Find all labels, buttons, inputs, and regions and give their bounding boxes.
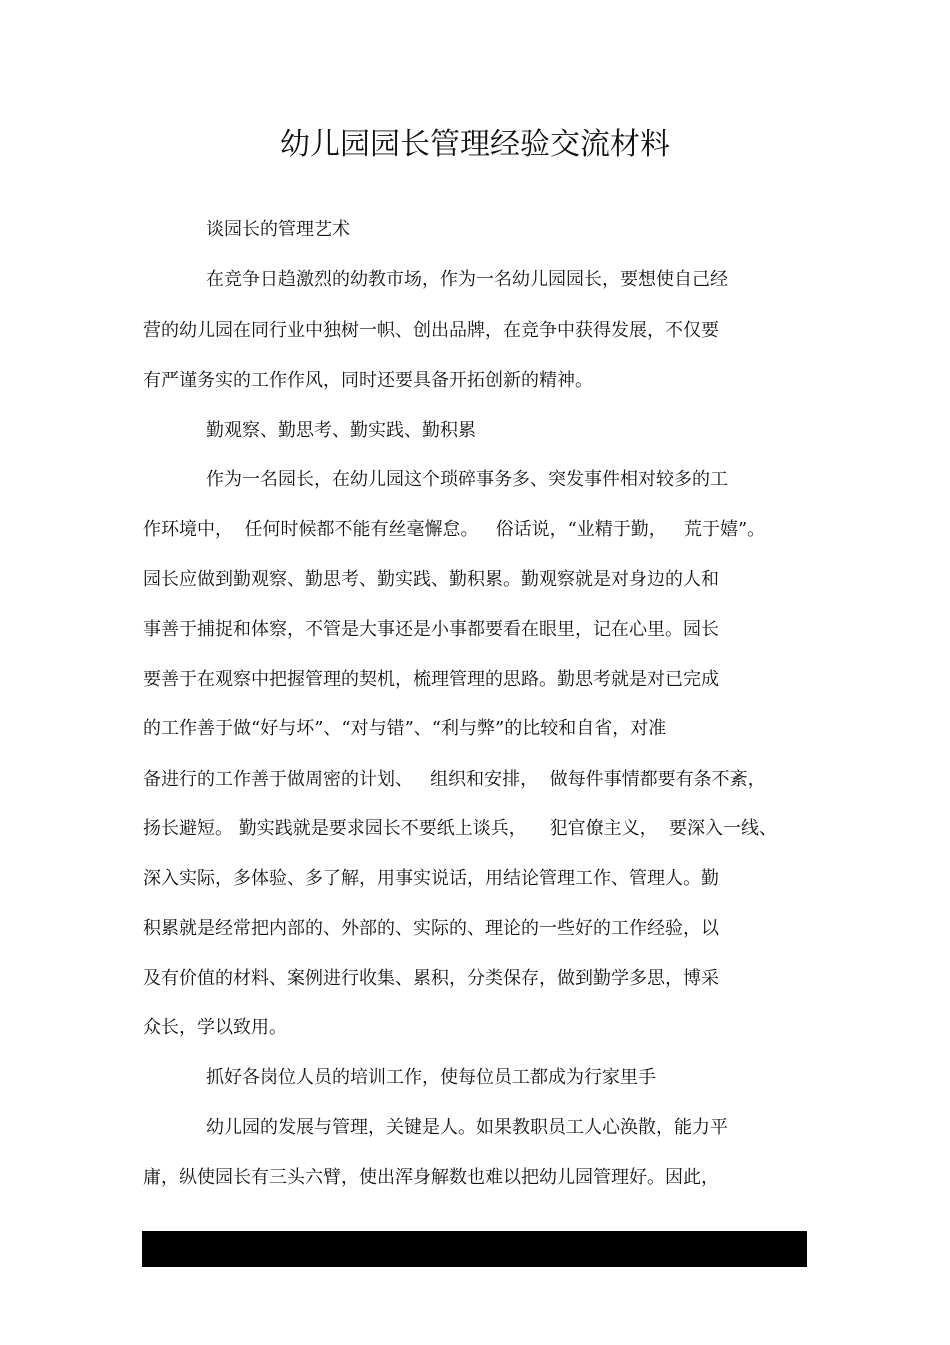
paragraph-line: 作为一名园长，在幼儿园这个琐碎事务多、突发事件相对较多的工 xyxy=(206,469,728,490)
paragraph-line: 事善于捕捉和体察，不管是大事还是小事都要看在眼里，记在心里。园长 xyxy=(143,619,719,640)
paragraph-line: 的工作善于做“好与坏”、“对与错”、“利与弊”的比较和自省，对准 xyxy=(143,718,667,739)
paragraph-line: 勤观察、勤思考、勤实践、勤积累 xyxy=(206,420,476,441)
paragraph-line: 抓好各岗位人员的培训工作，使每位员工都成为行家里手 xyxy=(206,1067,656,1088)
paragraph-line: 积累就是经常把内部的、外部的、实际的、理论的一些好的工作经验，以 xyxy=(143,918,719,939)
paragraph-line: 深入实际，多体验、多了解，用事实说话，用结论管理工作、管理人。勤 xyxy=(143,868,719,889)
paragraph-line: 庸，纵使园长有三头六臂，使出浑身解数也难以把幼儿园管理好。因此， xyxy=(143,1167,719,1188)
paragraph-line: 幼儿园的发展与管理，关键是人。如果教职员工人心涣散，能力平 xyxy=(206,1117,728,1138)
paragraph-line: 作环境中， 任何时候都不能有丝毫懈怠。 俗话说，“业精于勤， 荒于嬉”。 xyxy=(143,519,766,540)
paragraph-line: 要善于在观察中把握管理的契机，梳理管理的思路。勤思考就是对已完成 xyxy=(143,669,719,690)
document-title: 幼儿园园长管理经验交流材料 xyxy=(280,127,670,162)
paragraph-line: 备进行的工作善于做周密的计划、 组织和安排， 做每件事情都要有条不紊， xyxy=(143,769,766,790)
paragraph-line: 园长应做到勤观察、勤思考、勤实践、勤积累。勤观察就是对身边的人和 xyxy=(143,569,719,590)
paragraph-line: 扬长避短。 勤实践就是要求园长不要纸上谈兵， 犯官僚主义， 要深入一线、 xyxy=(143,818,778,839)
paragraph-line: 谈园长的管理艺术 xyxy=(206,219,350,240)
paragraph-line: 有严谨务实的工作作风，同时还要具备开拓创新的精神。 xyxy=(143,370,593,391)
paragraph-line: 及有价值的材料、案例进行收集、累积，分类保存，做到勤学多思，博采 xyxy=(143,968,719,989)
paragraph-line: 营的幼儿园在同行业中独树一帜、创出品牌，在竞争中获得发展，不仅要 xyxy=(143,320,719,341)
paragraph-line: 众长，学以致用。 xyxy=(143,1017,287,1038)
paragraph-line: 在竞争日趋激烈的幼教市场，作为一名幼儿园园长，要想使自己经 xyxy=(206,269,728,290)
redaction-bar xyxy=(142,1231,807,1267)
